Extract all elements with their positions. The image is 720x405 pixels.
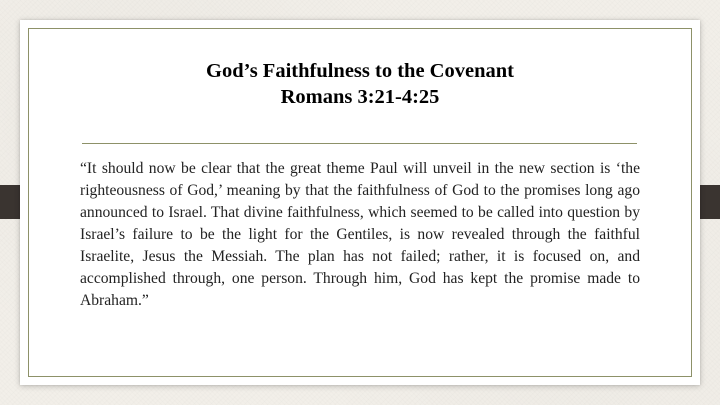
title-block xyxy=(20,58,700,110)
quote-text: “It should now be clear that the great theme Paul will unveil in the new section is ‘the righteousness of God,’ meaning by that the faithfulness of God to the promises long ago announced to Israel. That divine faithfulness, which seemed to be called into question by Israel’s failure to be the light for the Gentiles, is now revealed through the faithful Israelite, Jesus the Messiah. The plan has not failed; rather, it is focused on, and accomplished through, one person. Through him, God has kept the promise made to Abraham.” xyxy=(80,160,640,309)
slide-title: God’s Faithfulness to the Covenant xyxy=(206,60,514,82)
slide-subtitle: Romans 3:21-4:25 xyxy=(280,86,440,108)
title-divider xyxy=(82,143,637,144)
